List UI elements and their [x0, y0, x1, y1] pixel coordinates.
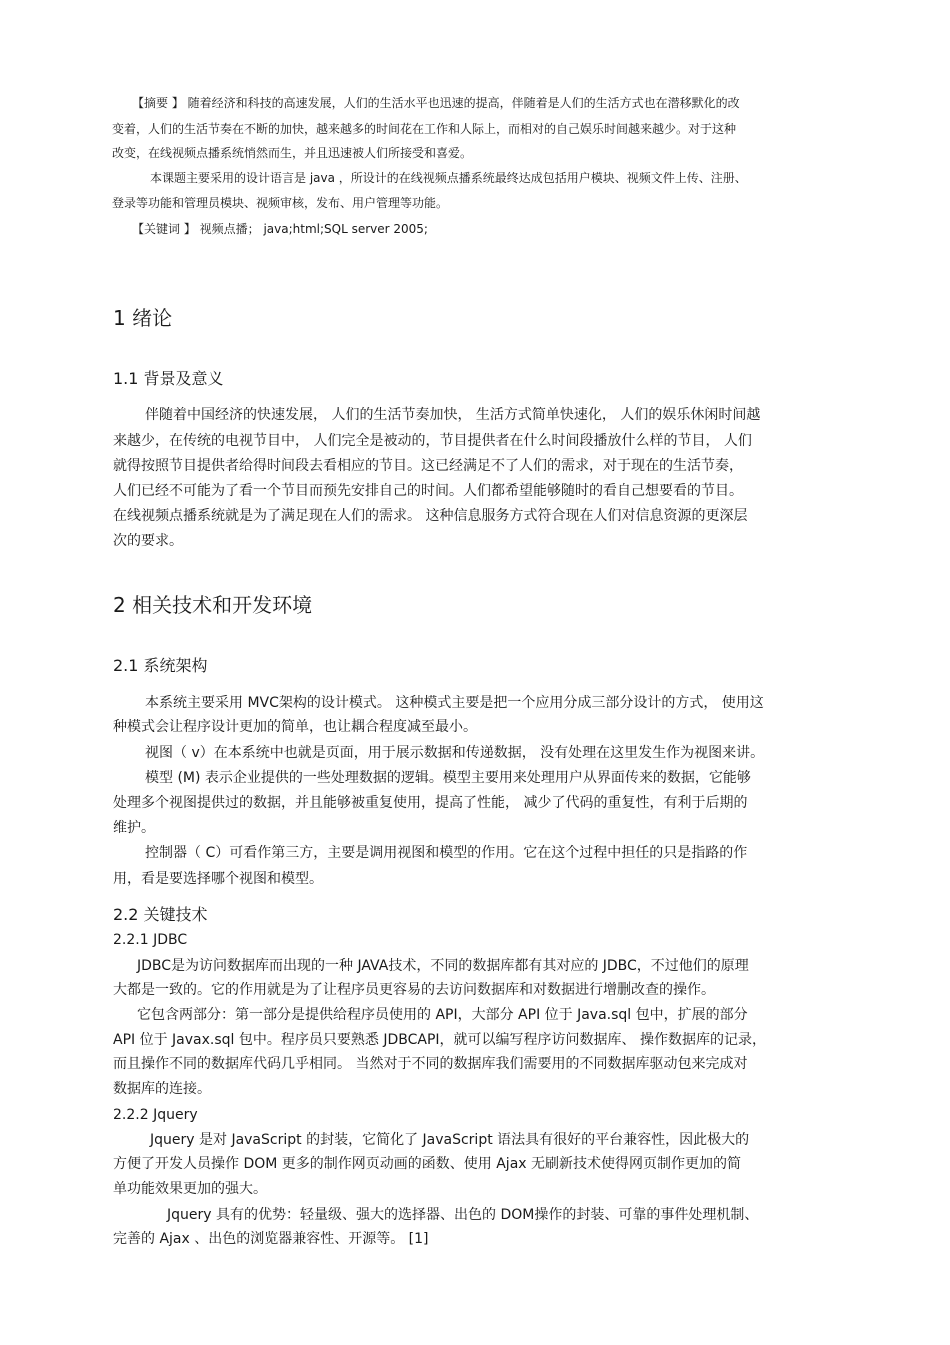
abstract-line: 改变，在线视频点播系统悄然而生，并且迅速被人们所接受和喜爱。 [112, 146, 473, 160]
paragraph-line: 就得按照节目提供者给得时间段去看相应的节目。这已经满足不了人们的需求，对于现在的生活节奏， [113, 458, 743, 474]
paragraph-line: 维护。 [113, 820, 155, 836]
abstract-line: 【摘要 】 随着经济和科技的高速发展，人们的生活水平也迅速的提高，伴随着是人们的生活方式也在潜移默化的改 [132, 96, 740, 110]
paragraph-line: JDBC是为访问数据库而出现的一种 JAVA技术，不同的数据库都有其对应的 JDBC，不过他们的原理 [137, 958, 749, 974]
paragraph-line: 来越少，在传统的电视节目中， 人们完全是被动的，节目提供者在什么时间段播放什么样的节目， 人们 [113, 433, 752, 449]
section-2-1-heading: 2.1 系统架构 [113, 656, 208, 675]
subsection-2-2-1-heading: 2.2.1 JDBC [113, 932, 188, 948]
paragraph-line: 处理多个视图提供过的数据，并且能够被重复使用，提高了性能， 减少了代码的重复性，有利于后期的 [113, 795, 748, 811]
paragraph-line: 人们已经不可能为了看一个节目而预先安排自己的时间。人们都希望能够随时的看自己想要看的节目。 [113, 483, 743, 499]
paragraph-line: 伴随着中国经济的快速发展， 人们的生活节奏加快， 生活方式简单快速化， 人们的娱乐休闲时间越 [145, 407, 761, 423]
paragraph-line: 模型 (M) 表示企业提供的一些处理数据的逻辑。模型主要用来处理用户从界面传来的数据，它能够 [145, 770, 751, 786]
paragraph-line: 在线视频点播系统就是为了满足现在人们的需求。 这种信息服务方式符合现在人们对信息资源的更深层 [113, 508, 748, 524]
abstract-line: 本课题主要采用的设计语言是 java ，所设计的在线视频点播系统最终达成包括用户模块、视频文件上传、注册、 [150, 171, 747, 185]
chapter-2-heading: 2 相关技术和开发环境 [113, 593, 313, 617]
paragraph-line: Jquery 具有的优势：轻量级、强大的选择器、出色的 DOM操作的封装、可靠的事件处理机制、 [167, 1207, 759, 1223]
paragraph-line: 大都是一致的。它的作用就是为了让程序员更容易的去访问数据库和对数据进行增删改查的操作。 [113, 982, 715, 998]
paragraph-line: 数据库的连接。 [113, 1081, 211, 1097]
paragraph-line: API 位于 Javax.sql 包中。程序员只要熟悉 JDBCAPI，就可以编写程序访问数据库、 操作数据库的记录， [113, 1032, 766, 1048]
paragraph-line: 它包含两部分：第一部分是提供给程序员使用的 API，大部分 API 位于 Java.sql 包中，扩展的部分 [137, 1007, 748, 1023]
paragraph-line: 而且操作不同的数据库代码几乎相同。 当然对于不同的数据库我们需要用的不同数据库驱动包来完成对 [113, 1056, 748, 1072]
paragraph-line: Jquery 是对 JavaScript 的封装，它简化了 JavaScript 语法具有很好的平台兼容性，因此极大的 [150, 1132, 750, 1148]
paragraph-line: 种模式会让程序设计更加的简单，也让耦合程度减至最小。 [113, 719, 477, 735]
keywords-line: 【关键词 】 视频点播； java;html;SQL server 2005; [132, 222, 428, 236]
paragraph-line: 视图（ v）在本系统中也就是页面，用于展示数据和传递数据， 没有处理在这里发生作为视图来讲。 [145, 745, 765, 761]
abstract-line: 变着，人们的生活节奏在不断的加快，越来越多的时间花在工作和人际上，而相对的自己娱乐时间越来越少。对于这种 [112, 122, 737, 136]
paragraph-line: 单功能效果更加的强大。 [113, 1181, 267, 1197]
section-2-2-heading: 2.2 关键技术 [113, 905, 208, 924]
paragraph-line: 次的要求。 [113, 533, 183, 549]
chapter-1-heading: 1 绪论 [113, 306, 173, 330]
paragraph-line: 本系统主要采用 MVC架构的设计模式。 这种模式主要是把一个应用分成三部分设计的方式， 使用这 [145, 695, 764, 711]
abstract-line: 登录等功能和管理员模块、视频审核，发布、用户管理等功能。 [112, 196, 449, 210]
paragraph-line: 完善的 Ajax 、出色的浏览器兼容性、开源等。 [1] [113, 1231, 429, 1247]
subsection-2-2-2-heading: 2.2.2 Jquery [113, 1107, 198, 1123]
paragraph-line: 控制器（ C）可看作第三方，主要是调用视图和模型的作用。它在这个过程中担任的只是指路的作 [145, 845, 748, 861]
paragraph-line: 方便了开发人员操作 DOM 更多的制作网页动画的函数、使用 Ajax 无刷新技术使得网页制作更加的简 [113, 1156, 742, 1172]
paragraph-line: 用，看是要选择哪个视图和模型。 [113, 871, 323, 887]
section-1-1-heading: 1.1 背景及意义 [113, 369, 224, 388]
